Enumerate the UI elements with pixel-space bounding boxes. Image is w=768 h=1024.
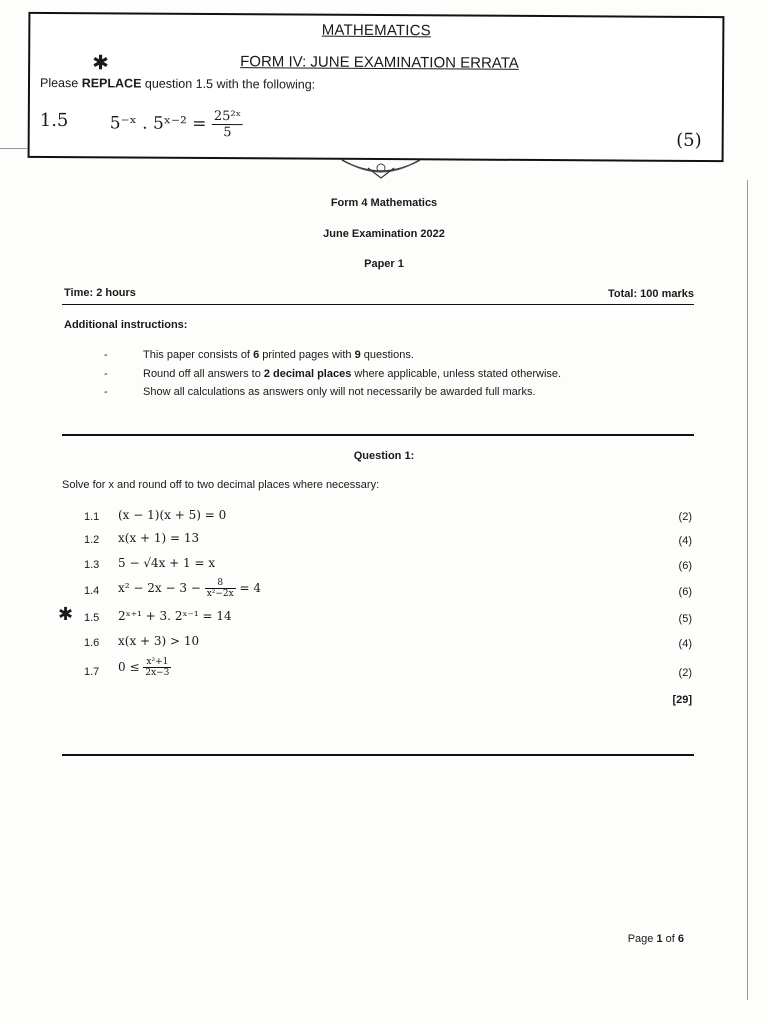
question-number: 1.2 — [84, 534, 100, 546]
question-number: 1.4 — [84, 585, 100, 597]
errata-question-number: 1.5 — [39, 109, 69, 132]
errata-instruction: Please REPLACE question 1.5 with the following: — [39, 75, 316, 92]
header-divider — [62, 304, 694, 305]
paper-title: Paper 1 — [364, 258, 404, 270]
errata-subtitle: FORM IV: JUNE EXAMINATION ERRATA — [240, 53, 519, 72]
question-total: [29] — [672, 694, 692, 706]
question-marks: (5) — [678, 613, 692, 625]
star-icon: ✱ — [58, 604, 74, 624]
question-marks: (2) — [678, 511, 692, 523]
question-equation: x(x + 1) = 13 — [118, 531, 200, 545]
question-equation: 2ˣ⁺¹ + 3. 2ˣ⁻¹ = 14 — [118, 609, 232, 623]
question-marks: (2) — [678, 667, 692, 679]
question-equation: 0 ≤ $\frac{\text{x²+1}}{2x-3}$ — [118, 657, 170, 678]
bullet-dash: - — [104, 349, 108, 361]
errata-marks: (5) — [676, 129, 702, 151]
question-equation: 5 − √4x + 1 = x — [118, 556, 216, 570]
page-number: Page 1 of 6 — [627, 933, 684, 945]
question-equation: x² − 2x − 3 − $\frac{8}{\text{x²−2x}}$ = 4 — [118, 578, 262, 599]
question-marks: (6) — [678, 560, 692, 572]
school-crest-logo — [338, 152, 424, 182]
star-icon: ✱ — [92, 52, 109, 75]
bullet-dash: - — [104, 368, 108, 380]
question-marks: (4) — [678, 638, 692, 650]
scan-edge-line — [0, 148, 28, 149]
errata-equation: 5⁻ˣ . 5ˣ⁻² = $\frac{\text{25²ˣ}}{5}$ — [109, 109, 242, 141]
instruction-item: Show all calculations as answers only will not necessarily be awarded full marks. — [143, 386, 536, 398]
question-number: 1.7 — [84, 666, 100, 678]
total-marks-label: Total: 100 marks — [607, 288, 694, 300]
question-number: 1.3 — [84, 559, 100, 571]
time-label: Time: 2 hours — [64, 287, 136, 299]
instruction-item: Round off all answers to 2 decimal places where applicable, unless stated otherwise. — [143, 368, 562, 380]
subject-title: Form 4 Mathematics — [330, 197, 438, 209]
section-divider — [62, 434, 694, 436]
question-instruction: Solve for x and round off to two decimal places where necessary: — [62, 479, 380, 491]
question-number: 1.6 — [84, 637, 100, 649]
question-title: Question 1: — [353, 450, 415, 462]
question-number: 1.5 — [84, 612, 100, 624]
question-equation: (x − 1)(x + 5) = 0 — [118, 508, 227, 522]
scan-edge-line — [747, 180, 748, 1000]
errata-title: MATHEMATICS — [321, 21, 431, 40]
instruction-item: This paper consists of 6 printed pages with 9 questions. — [143, 349, 414, 361]
errata-box — [28, 12, 725, 162]
instructions-title: Additional instructions: — [64, 319, 188, 331]
bullet-dash: - — [104, 386, 108, 398]
question-marks: (4) — [678, 535, 692, 547]
question-equation: x(x + 3) > 10 — [118, 634, 200, 648]
question-number: 1.1 — [84, 511, 100, 523]
exam-title: June Examination 2022 — [323, 228, 445, 240]
question-marks: (6) — [678, 586, 692, 598]
section-divider — [62, 754, 694, 756]
